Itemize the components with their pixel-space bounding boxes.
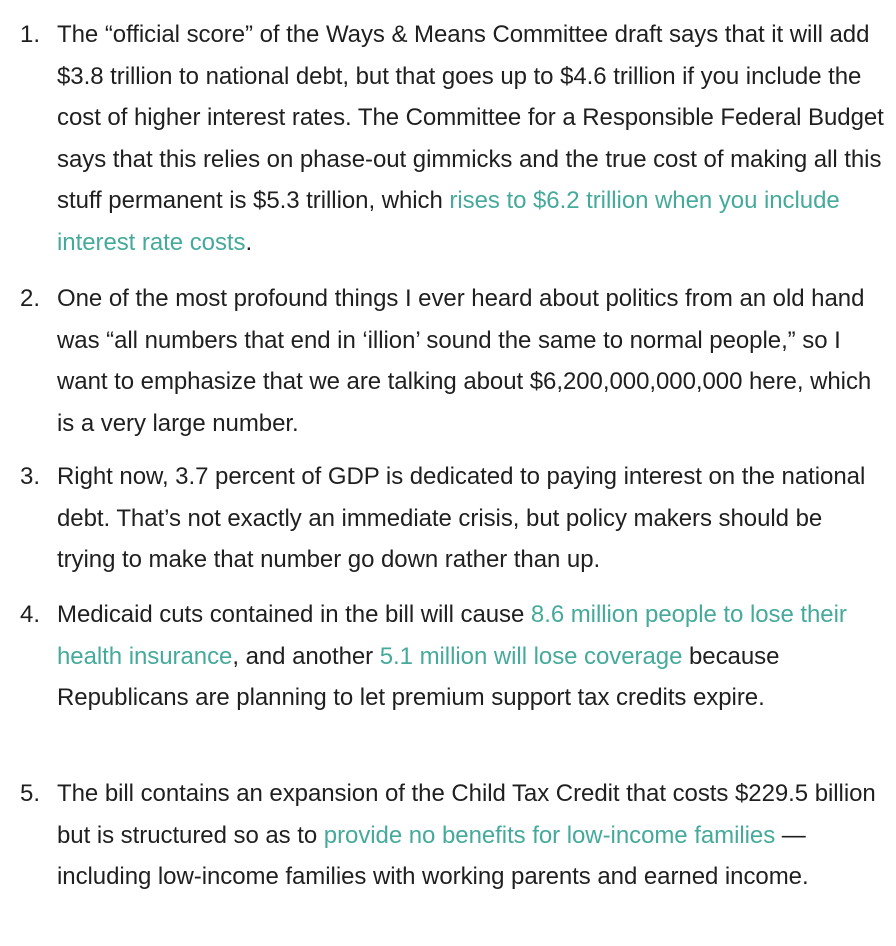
- item-number: 4.: [20, 601, 41, 628]
- text-segment: — including low-income families with working parents and earned income.: [57, 821, 809, 890]
- text-segment: because Republicans are planning to let premium support tax credits expire.: [57, 642, 780, 711]
- item-text: One of the most profound things I ever heard about politics from an old hand was “all numbers that end in ‘illion’ sound the same to normal people,” so I want to emphasize that we are talking about $6,200,000,000,000 here, which is a very large number.: [57, 285, 872, 437]
- text-segment: .: [245, 228, 253, 256]
- interest-cost-link[interactable]: rises to $6.2 trillion when you include interest rate costs: [57, 187, 840, 256]
- text-segment: The “official score” of the Ways & Means Committee draft says that it will add $3.8 trillion to national debt, but that goes up to $4.6 trillion if you include the cost of higher interest rates. The Committee for a Responsible Federal Budget says that this relies on phase-out gimmicks and the true cost of making all this stuff permanent is $5.3 trillion, which: [57, 21, 884, 214]
- text-segment: Medicaid cuts contained in the bill will cause: [57, 601, 531, 628]
- text-segment: , and another: [232, 642, 380, 670]
- item-number: 1.: [20, 21, 41, 48]
- item-number: 2.: [20, 285, 41, 312]
- lose-insurance-link[interactable]: 8.6 million people to lose their health insurance: [57, 601, 847, 670]
- lose-coverage-link[interactable]: 5.1 million will lose coverage: [379, 642, 683, 670]
- item-number: 5.: [20, 780, 41, 807]
- no-benefits-link[interactable]: provide no benefits for low-income families: [323, 821, 776, 849]
- item-number: 3.: [20, 463, 41, 490]
- item-text: [57, 773, 887, 898]
- item-text: [57, 14, 887, 263]
- item-text: Right now, 3.7 percent of GDP is dedicated to paying interest on the national debt. That’s not exactly an immediate crisis, but policy makers should be trying to make that number go down rather than up.: [57, 463, 866, 573]
- text-segment: The bill contains an expansion of the Child Tax Credit that costs $229.5 billion but is structured so as to: [57, 780, 876, 849]
- item-text: [57, 594, 887, 719]
